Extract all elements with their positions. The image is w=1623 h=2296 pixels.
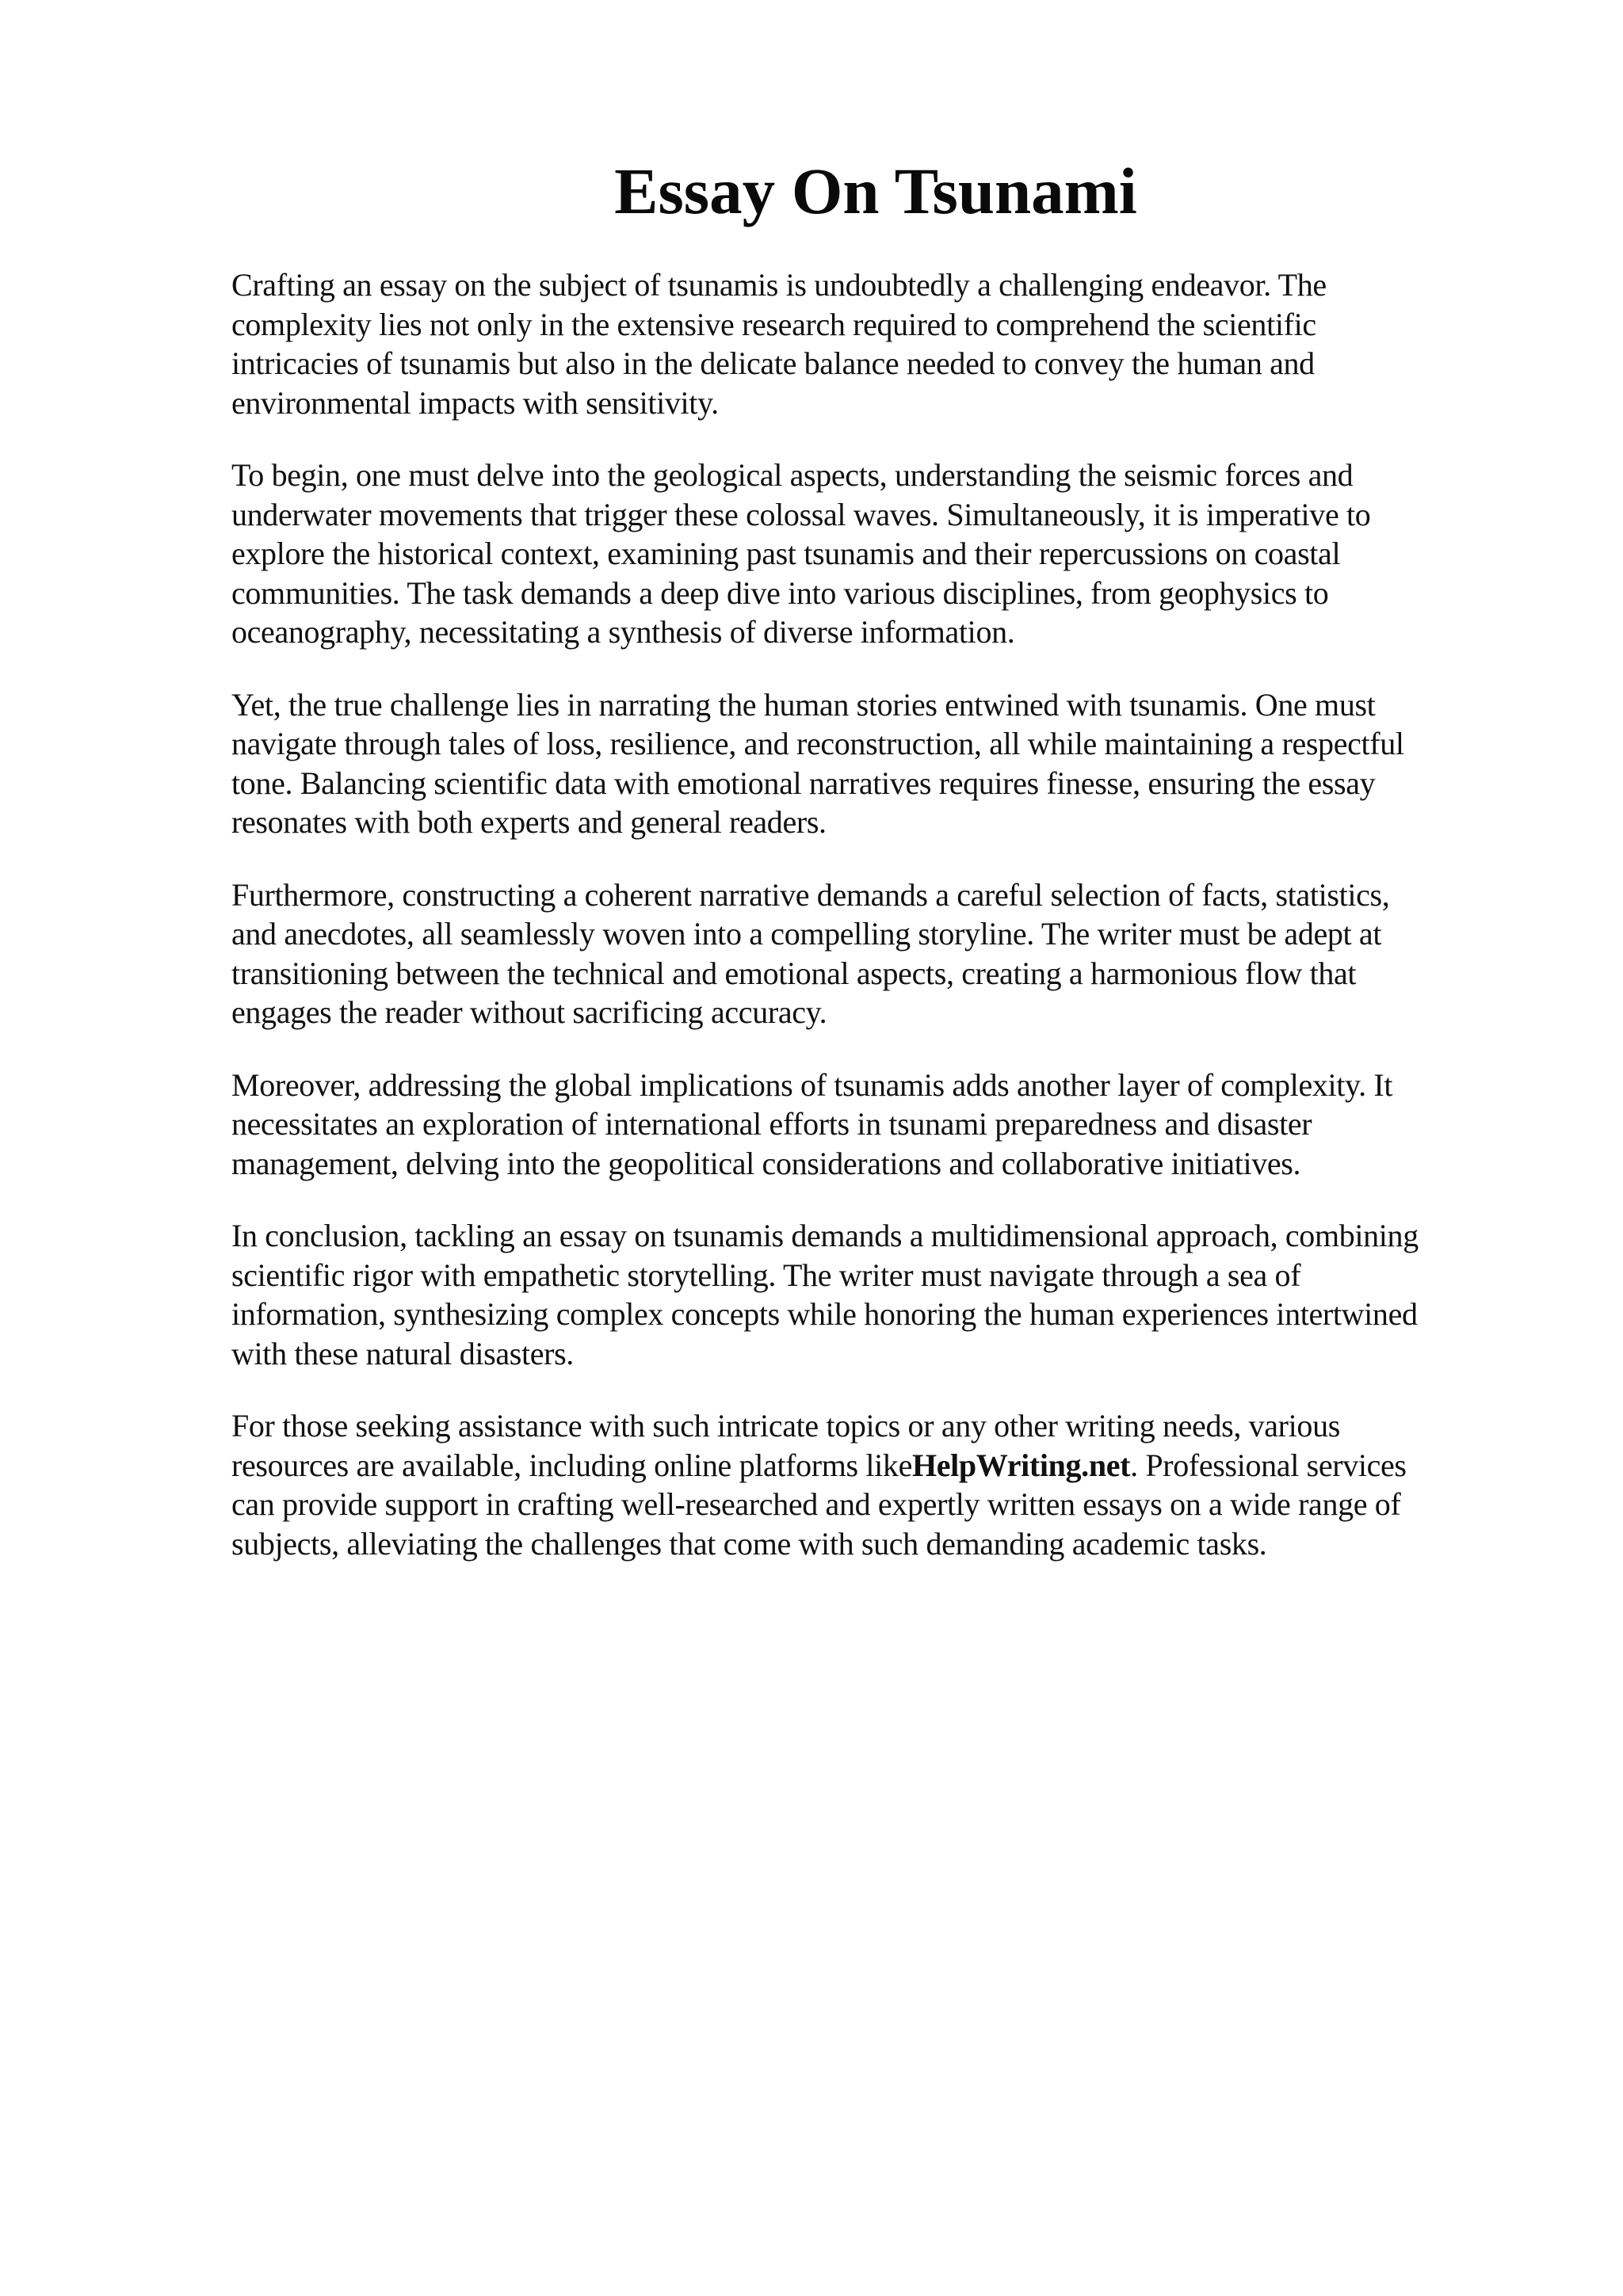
closing-line: can provide support in crafting well-researched and expertly written essays on a wide range of bbox=[231, 1486, 1401, 1522]
paragraph-list bbox=[231, 265, 1499, 1373]
paragraph-line: Yet, the true challenge lies in narrating the human stories entwined with tsunamis. One must bbox=[231, 686, 1376, 723]
paragraph-line: communities. The task demands a deep dive into various disciplines, from geophysics to bbox=[231, 574, 1329, 611]
paragraph-line: transitioning between the technical and emotional aspects, creating a harmonious flow that bbox=[231, 955, 1357, 991]
essay-paragraph bbox=[231, 456, 1499, 652]
paragraph-line: and anecdotes, all seamlessly woven into a compelling storyline. The writer must be adept at bbox=[231, 916, 1382, 952]
essay-body bbox=[231, 265, 1499, 1596]
paragraph-line: necessitates an exploration of international efforts in tsunami preparedness and disaster bbox=[231, 1106, 1312, 1142]
paragraph-line: resonates with both experts and general readers. bbox=[231, 804, 827, 840]
essay-paragraph bbox=[231, 1216, 1499, 1373]
paragraph-line: tone. Balancing scientific data with emotional narratives requires finesse, ensuring the essay bbox=[231, 765, 1376, 801]
paragraph-line: environmental impacts with sensitivity. bbox=[231, 384, 719, 421]
closing-line: resources are available, including online platforms like bbox=[231, 1447, 912, 1483]
essay-paragraph bbox=[231, 265, 1499, 422]
closing-line: For those seeking assistance with such intricate topics or any other writing needs, various bbox=[231, 1408, 1340, 1444]
paragraph-line: Moreover, addressing the global implications of tsunamis adds another layer of complexity. It bbox=[231, 1066, 1393, 1103]
paragraph-line: explore the historical context, examining past tsunamis and their repercussions on coastal bbox=[231, 536, 1341, 571]
essay-paragraph bbox=[231, 875, 1499, 1032]
paragraph-line: To begin, one must delve into the geological aspects, understanding the seismic forces and bbox=[231, 457, 1354, 493]
paragraph-line: with these natural disasters. bbox=[231, 1335, 574, 1371]
paragraph-line: management, delving into the geopolitical considerations and collaborative initiatives. bbox=[231, 1145, 1301, 1181]
paragraph-line: Crafting an essay on the subject of tsunamis is undoubtedly a challenging endeavor. The bbox=[231, 267, 1327, 303]
closing-paragraph bbox=[231, 1406, 1499, 1563]
helpwriting-link[interactable]: HelpWriting.net bbox=[911, 1447, 1131, 1483]
essay-paragraph bbox=[231, 1066, 1499, 1184]
essay-paragraph bbox=[231, 685, 1499, 842]
paragraph-line: engages the reader without sacrificing accuracy. bbox=[231, 994, 827, 1030]
paragraph-line: scientific rigor with empathetic storytelling. The writer must navigate through a sea of bbox=[231, 1257, 1301, 1293]
paragraph-line: Furthermore, constructing a coherent narrative demands a careful selection of facts, statistics, bbox=[231, 876, 1390, 913]
paragraph-line: underwater movements that trigger these colossal waves. Simultaneously, it is imperative to bbox=[231, 496, 1371, 532]
paragraph-line: navigate through tales of loss, resilience, and reconstruction, all while maintaining a respectful bbox=[231, 726, 1404, 761]
paragraph-line: In conclusion, tackling an essay on tsunamis demands a multidimensional approach, combining bbox=[231, 1218, 1419, 1253]
closing-line: subjects, alleviating the challenges that come with such demanding academic tasks. bbox=[231, 1525, 1267, 1562]
paragraph-line: information, synthesizing complex concepts while honoring the human experiences intertwined bbox=[231, 1296, 1418, 1332]
closing-line: . Professional services bbox=[1130, 1447, 1407, 1483]
paragraph-line: complexity lies not only in the extensive research required to comprehend the scientific bbox=[231, 306, 1316, 342]
paragraph-line: oceanography, necessitating a synthesis of diverse information. bbox=[231, 614, 1015, 650]
document-title: Essay On Tsunami bbox=[614, 154, 1137, 227]
paragraph-line: intricacies of tsunamis but also in the delicate balance needed to convey the human and bbox=[231, 345, 1315, 381]
